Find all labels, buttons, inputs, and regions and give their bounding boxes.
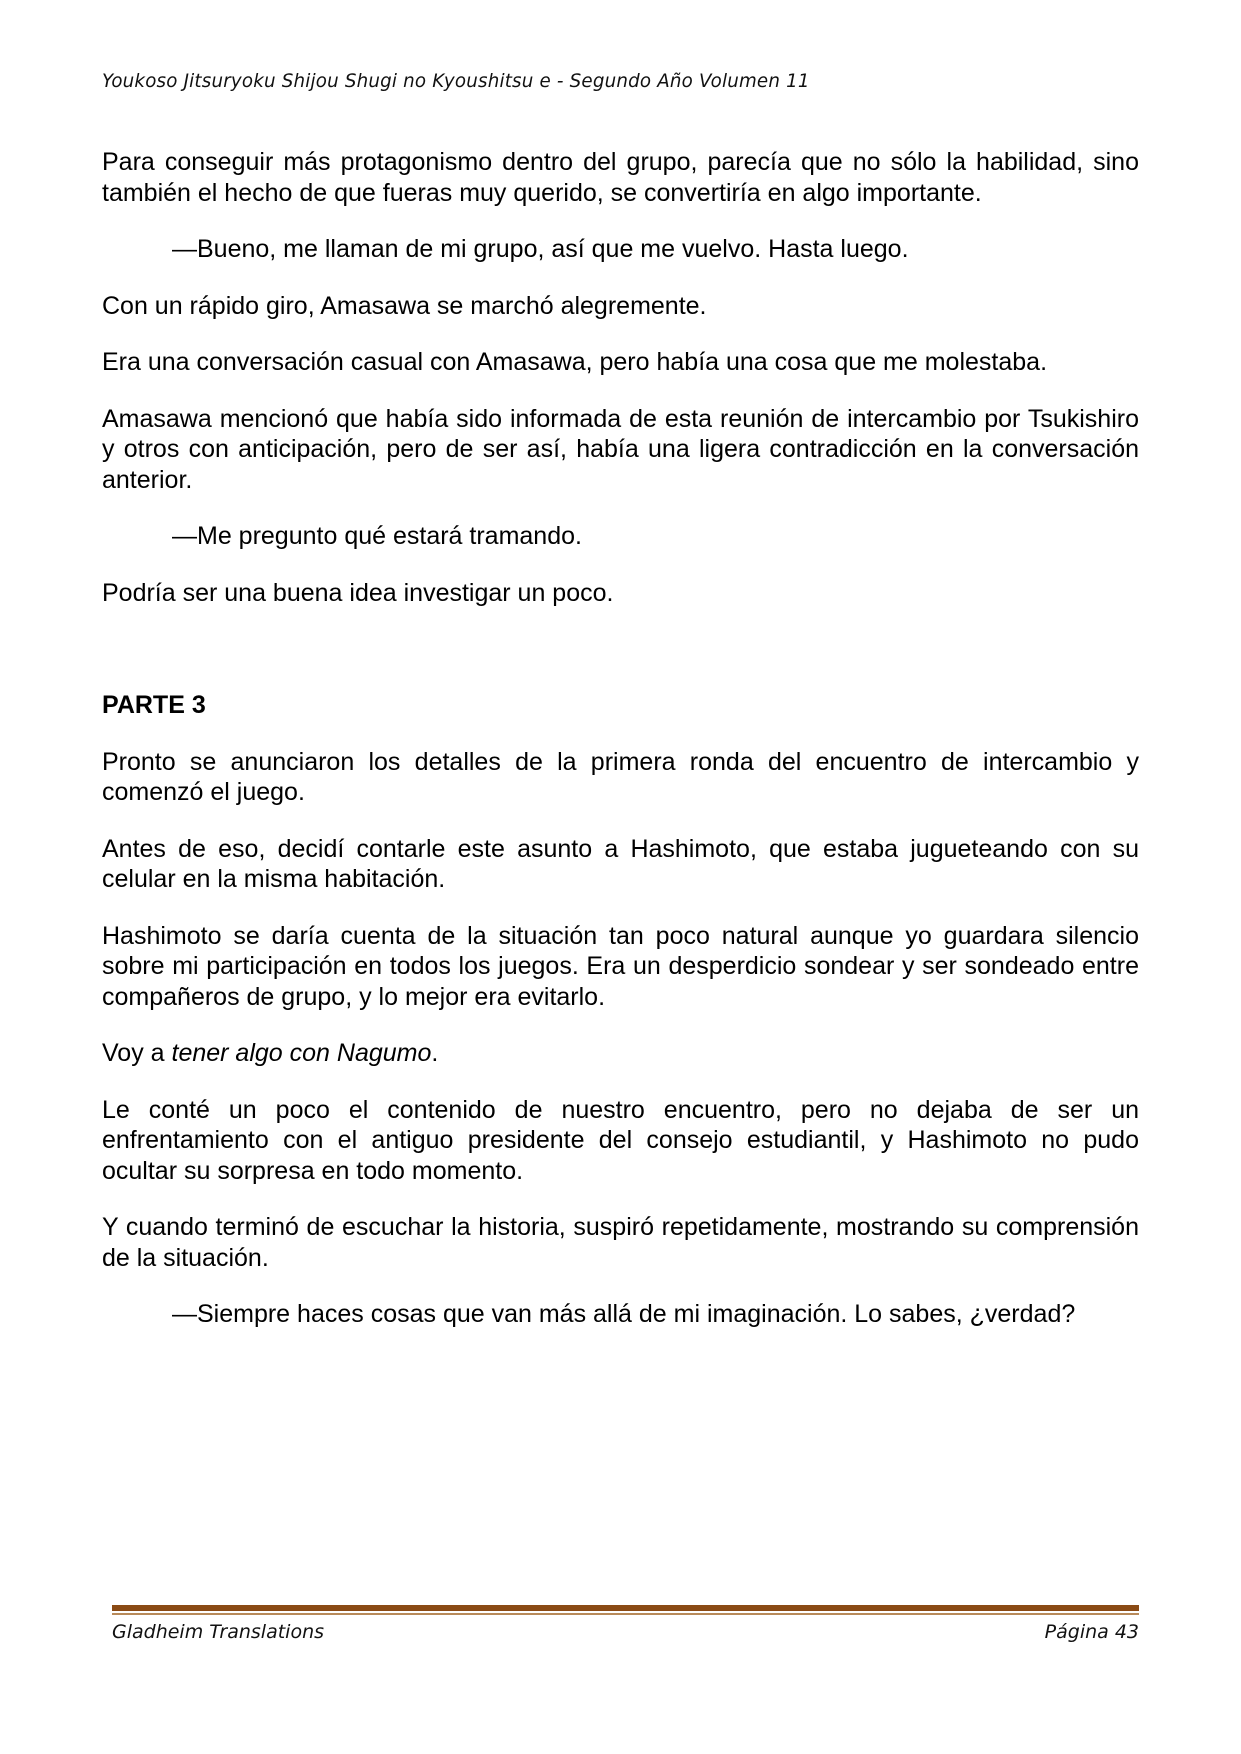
- paragraph: Era una conversación casual con Amasawa, pero había una cosa que me molestaba.: [102, 348, 1048, 376]
- footer-divider-thin: [112, 1613, 1139, 1615]
- paragraph: Hashimoto se daría cuenta de la situación tan poco natural aunque yo guardara silencio sobre mi participación en todos los juegos. Era un desperdicio sondear y ser sondeado entre compañeros de grupo, y lo mejor era evitarlo.: [102, 921, 1139, 1011]
- paragraph: Pronto se anunciaron los detalles de la primera ronda del encuentro de intercambio y comenzó el juego.: [102, 747, 1139, 806]
- section-heading: PARTE 3: [102, 691, 206, 719]
- paragraph-text: .: [431, 1039, 439, 1067]
- running-header: Youkoso Jitsuryoku Shijou Shugi no Kyoushitsu e - Segundo Año Volumen 11: [102, 70, 810, 92]
- dialogue-paragraph: —Bueno, me llaman de mi grupo, así que me vuelvo. Hasta luego.: [172, 235, 909, 263]
- dialogue-paragraph: —Me pregunto qué estará tramando.: [172, 522, 582, 550]
- paragraph-text: Voy a: [102, 1039, 172, 1067]
- footer-credit: Gladheim Translations: [112, 1621, 325, 1643]
- page-footer: [112, 1621, 1139, 1643]
- page-body: [102, 147, 1139, 1356]
- paragraph: Le conté un poco el contenido de nuestro encuentro, pero no dejaba de ser un enfrentamiento con el antiguo presidente del consejo estudiantil, y Hashimoto no pudo ocultar su sorpresa en todo momento.: [102, 1095, 1139, 1185]
- footer-divider: [112, 1605, 1139, 1615]
- paragraph: Antes de eso, decidí contarle este asunto a Hashimoto, que estaba jugueteando con su celular en la misma habitación.: [102, 834, 1139, 893]
- paragraph: Para conseguir más protagonismo dentro del grupo, parecía que no sólo la habilidad, sino también el hecho de que fueras muy querido, se convertiría en algo importante.: [102, 148, 1139, 207]
- paragraph: Amasawa mencionó que había sido informada de esta reunión de intercambio por Tsukishiro y otros con anticipación, pero de ser así, había una ligera contradicción en la conversación anterior.: [102, 404, 1139, 494]
- paragraph-with-emphasis: [102, 1038, 1139, 1069]
- paragraph: Podría ser una buena idea investigar un poco.: [102, 578, 614, 607]
- emphasis-text: tener algo con Nagumo: [171, 1039, 432, 1067]
- page-number: Página 43: [1044, 1621, 1139, 1643]
- section-spacer: [102, 634, 1139, 690]
- dialogue-paragraph: —Siempre haces cosas que van más allá de mi imaginación. Lo sabes, ¿verdad?: [172, 1300, 1076, 1328]
- footer-divider-thick: [112, 1605, 1139, 1611]
- paragraph: Y cuando terminó de escuchar la historia, suspiró repetidamente, mostrando su comprensión de la situación.: [102, 1213, 1139, 1272]
- paragraph: Con un rápido giro, Amasawa se marchó alegremente.: [102, 291, 707, 320]
